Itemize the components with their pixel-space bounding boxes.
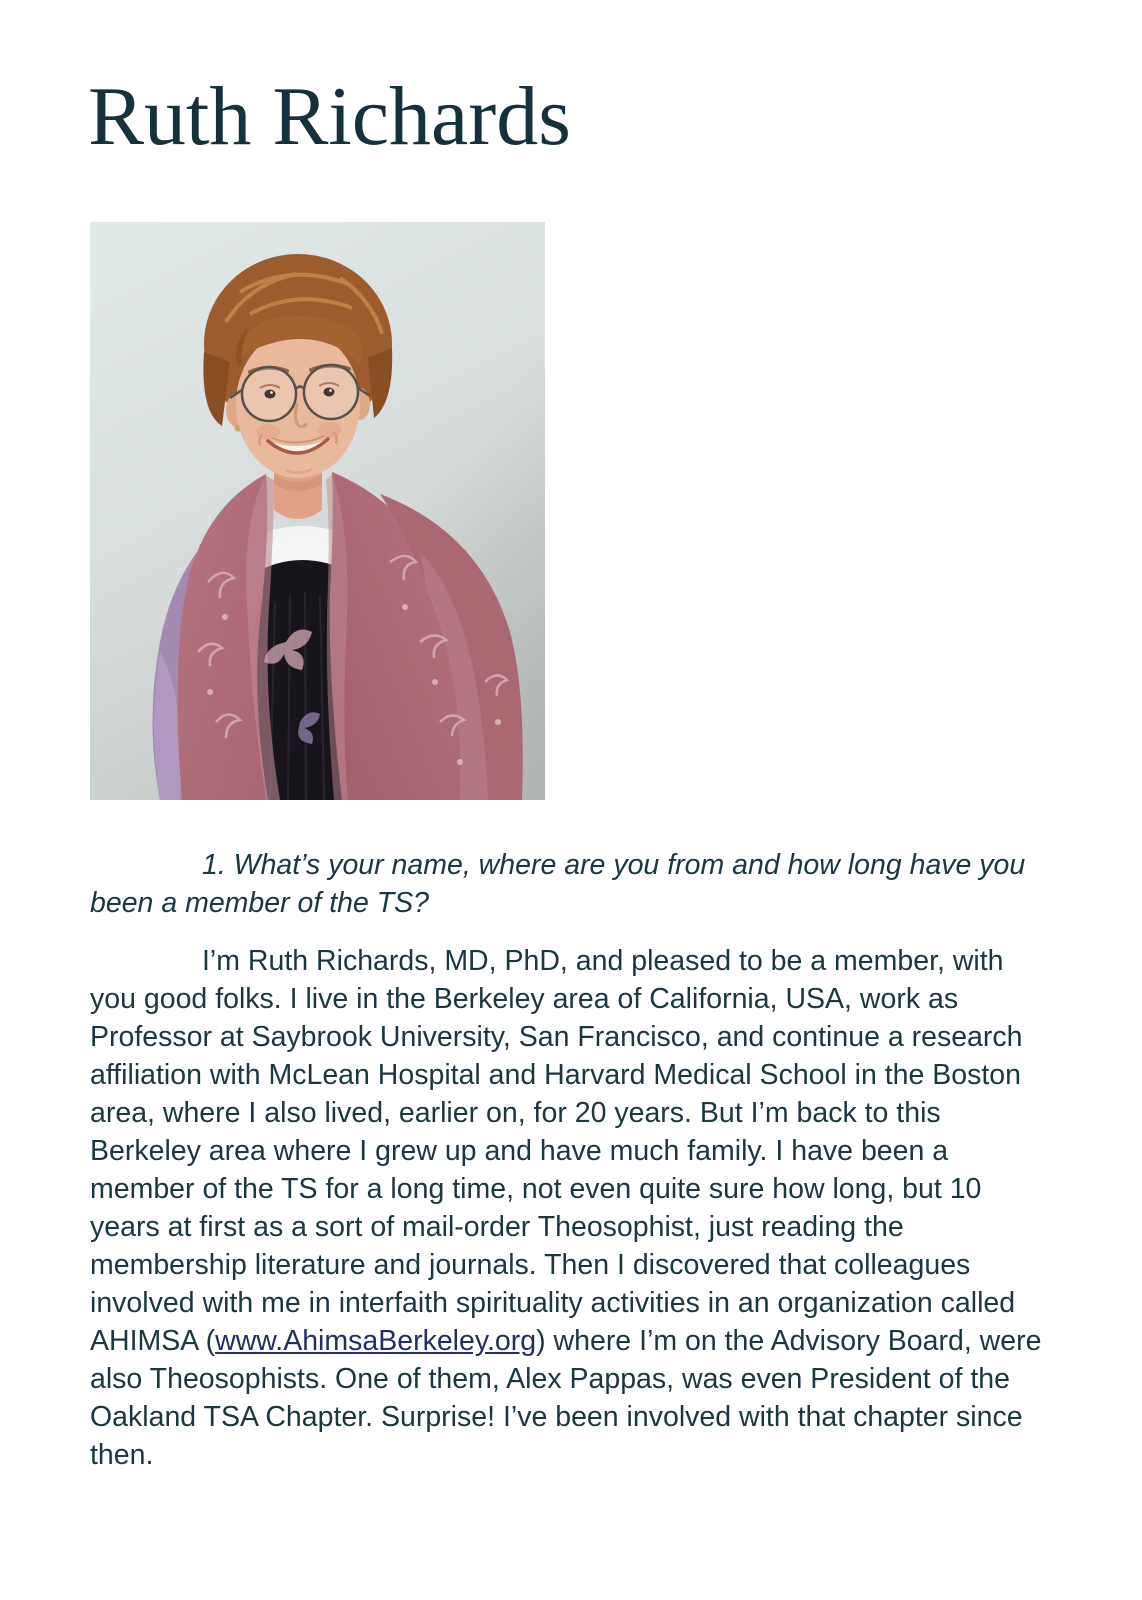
page-title: Ruth Richards (88, 70, 571, 163)
portrait-photo-illustration (90, 222, 545, 800)
interview-question: 1. What’s your name, where are you from and how long have you been a member of the TS? (90, 849, 1026, 919)
portrait-photo (90, 222, 545, 800)
interview-answer (90, 942, 1052, 1474)
answer-text-before-link: I’m Ruth Richards, MD, PhD, and pleased to be a member, with you good folks. I live in the Berkeley area of California, USA, work as Professor at Saybrook University, San Francisco, and continue a research affiliation with McLean Hospital and Harvard Medical School in the Boston area, where I also lived, earlier on, for 20 years. But I’m back to this Berkeley area where I grew up and have much family. I have been a member of the TS for a long time, not even quite sure how long, but 10 years at first as a sort of mail-order Theosophist, just reading the membership literature and journals. Then I discovered that colleagues involved with me in interfaith spirituality activities in an organization called AHIMSA ( (90, 945, 1023, 1357)
answer-text-after-link: ) where I’m on the Advisory Board, were also Theosophists. One of them, Alex Pappas, was even President of the Oakland TSA Chapter. Surprise! I’ve been involved with that chapter since then. (90, 1325, 1042, 1471)
ahimsa-link[interactable]: www.AhimsaBerkeley.org (215, 1325, 537, 1357)
